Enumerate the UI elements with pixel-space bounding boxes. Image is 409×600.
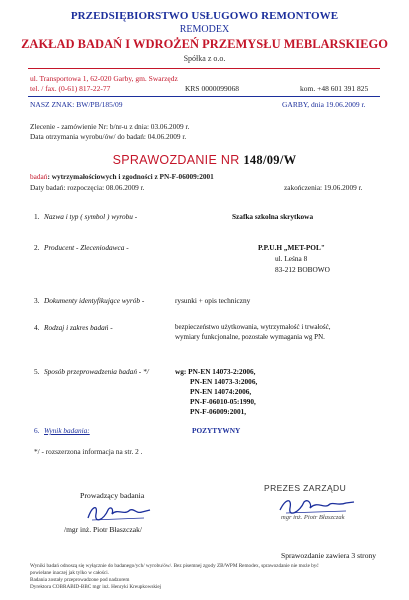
mobile-phone: kom. +48 601 391 825 [300, 84, 369, 93]
tests-label: badań [30, 172, 48, 181]
contact-divider [28, 96, 380, 97]
our-reference: NASZ ZNAK: BW/PB/185/09 [30, 100, 123, 109]
item-5-value-3: PN-EN 14074:2006, [190, 387, 252, 396]
report-title-prefix: SPRAWOZDANIE NR [112, 153, 240, 167]
footnote: */ - rozszerzona informacja na str. 2 . [34, 447, 143, 456]
item-4-value-2: wymiary funkcjonalne, pozostałe wymagania wg PN. [175, 333, 325, 341]
right-signature-image [276, 494, 356, 516]
left-signature-image [84, 500, 154, 524]
item-6-value: POZYTYWNY [192, 426, 241, 435]
item-3-label: 3. Dokumenty identyfikujące wyrób - [34, 296, 145, 305]
phone-fax: tel. / fax. (0-61) 817-22-77 [30, 84, 111, 93]
address: ul. Transportowa 1, 62-020 Garby, gm. Swarzędz [30, 74, 178, 83]
legal-line-4: Dyrektora COBRABID-BBC mgr inż. Henryki Kreupkowskiej [30, 584, 162, 590]
item-5-value-2: PN-EN 14073-3:2006, [190, 377, 258, 386]
item-4-label: 4. Rodzaj i zakres badań - [34, 323, 113, 332]
company-name: PRZEDSIĘBIORSTWO USŁUGOWO REMONTOWE [70, 10, 339, 22]
report-title [0, 153, 409, 168]
order-line: Zlecenie - zamówienie Nr: b/nr-u z dnia: 03.06.2009 r. [30, 122, 190, 131]
item-1-label: 1. Nazwa i typ ( symbol ) wyrobu - [34, 212, 138, 221]
item-2-value-1: P.P.U.H „MET-POL" [258, 243, 325, 252]
item-6-label: 6. Wynik badania: [34, 426, 90, 435]
start-date: Daty badań: rozpoczęcia: 08.06.2009 r. [30, 183, 145, 192]
pages-note: Sprawozdanie zawiera 3 strony [281, 551, 377, 560]
item-2-label: 2. Producent - Zleceniodawca - [34, 243, 129, 252]
item-5-value-4: PN-F-06010-05:1990, [190, 397, 256, 406]
item-2-value-3: 83-212 BOBOWO [275, 265, 330, 274]
right-signature-name: mgr inż. Piotr Błaszczak [281, 514, 345, 521]
brand-name: REMODEX [179, 24, 230, 35]
lab-name: ZAKŁAD BADAŃ I WDROŻEŃ PRZEMYSŁU MEBLARSKIEGO [21, 37, 388, 51]
item-5-value-1: wg: PN-EN 14073-2:2006, [175, 367, 256, 376]
report-number: 148/09/W [243, 153, 297, 167]
left-signature-name: /mgr inż. Piotr Błaszczak/ [64, 525, 142, 534]
tests-line [30, 172, 214, 181]
legal-line-2: powielane inaczej jak tylko w całości. [30, 570, 109, 576]
legal-line-3: Badania zostały przeprowadzone pod nadzorem [30, 577, 130, 583]
krs-number: KRS 0000099068 [185, 84, 239, 93]
end-date: zakończenia: 19.06.2009 r. [284, 183, 363, 192]
item-5-value-5: PN-F-06009:2001, [190, 407, 247, 416]
left-signature-title: Prowadzący badania [80, 491, 145, 500]
entity-type: Spółka z o.o. [183, 54, 226, 63]
legal-line-1: Wyniki badań odnoszą się wyłącznie do badanego/ych/ wyrobu/ów/. Bez pisemnej zgody ZB/WPM Remodex, sprawozdanie nie może być [30, 563, 319, 569]
right-signature-title: PREZES ZARZĄDU [264, 483, 347, 493]
header-divider [28, 68, 380, 69]
item-5-label: 5. Sposób przeprowadzenia badań - */ [34, 367, 149, 376]
item-2-value-2: ul. Leśna 8 [275, 254, 308, 263]
item-3-value: rysunki + opis techniczny [175, 296, 251, 305]
place-date: GARBY, dnia 19.06.2009 r. [282, 100, 366, 109]
item-4-value-1: bezpieczeństwo użytkowania, wytrzymałość i trwałość, [175, 323, 331, 331]
received-line: Data otrzymania wyrobu/ów/ do badań: 04.06.2009 r. [30, 132, 187, 141]
tests-text: : wytrzymałościowych i zgodności z PN-F-06009:2001 [47, 172, 214, 181]
item-1-value: Szafka szkolna skrytkowa [232, 212, 314, 221]
